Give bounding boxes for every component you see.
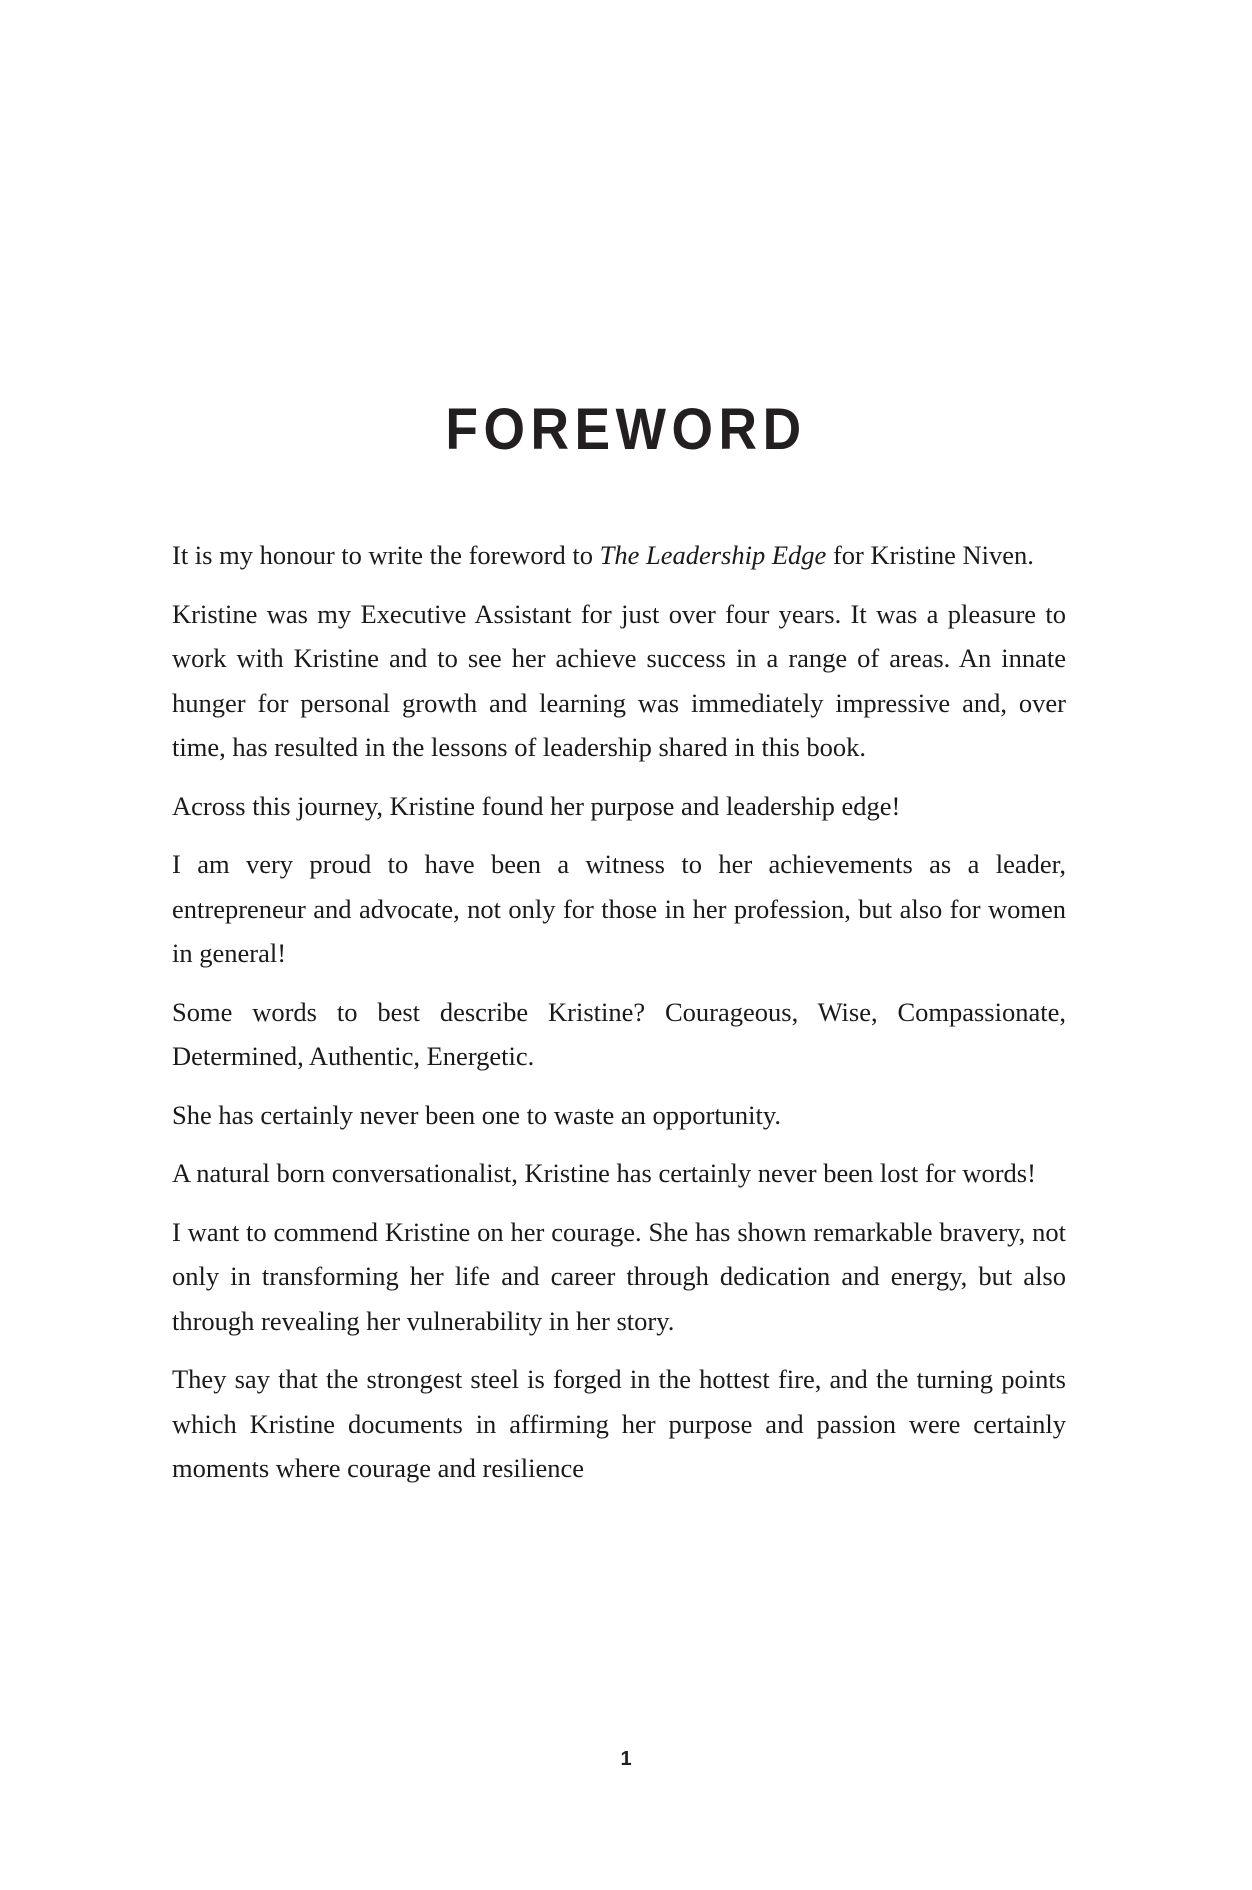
paragraph-6: She has certainly never been one to waste an opportunity. — [172, 1099, 782, 1130]
page-number: 1 — [620, 1748, 632, 1770]
paragraph-3: Across this journey, Kristine found her purpose and leadership edge! — [172, 790, 901, 821]
paragraph-9: They say that the strongest steel is forged in the hottest fire, and the turning points which Kristine documents in affirming her purpose and passion were certainly moments where courage and resilience — [172, 1364, 1066, 1483]
paragraph-1-tail: for Kristine Niven. — [826, 540, 1034, 570]
paragraph-8: I want to commend Kristine on her courage. She has shown remarkable bravery, not only in transforming her life and career through dedication and energy, but also through revealing her vulnerability in her story. — [172, 1216, 1066, 1336]
body-text — [172, 533, 1066, 1491]
book-title-emphasis: The Leadership Edge — [599, 540, 827, 570]
paragraph-1 — [172, 533, 1066, 578]
paragraph-1-lead: It is my honour to write the foreword to — [172, 540, 600, 570]
paragraph-4: I am very proud to have been a witness to her achievements as a leader, entrepreneur and advocate, not only for those in her profession, but also for women in general! — [172, 849, 1066, 968]
paragraph-2: Kristine was my Executive Assistant for just over four years. It was a pleasure to work with Kristine and to see her achieve success in a range of areas. An innate hunger for personal growth and learning was immediately impressive and, over time, has resulted in the lessons of leadership shared in this book. — [172, 598, 1066, 762]
page-title: FOREWORD — [445, 396, 807, 462]
paragraph-7: A natural born conversationalist, Kristine has certainly never been lost for words! — [172, 1158, 1036, 1188]
paragraph-5: Some words to best describe Kristine? Courageous, Wise, Compassionate, Determined, Authentic, Energetic. — [172, 996, 1066, 1071]
